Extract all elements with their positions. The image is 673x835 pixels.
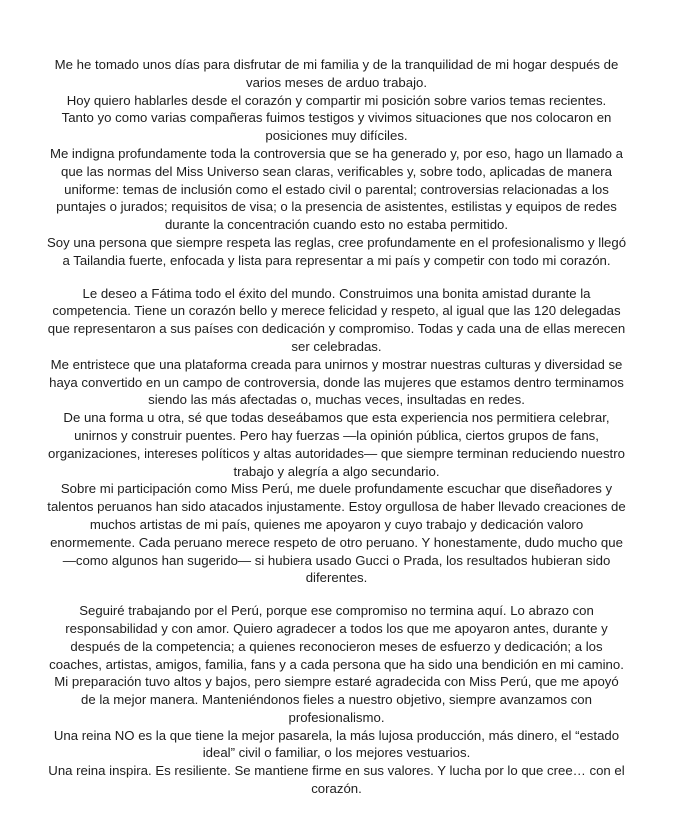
statement-paragraph: Soy una persona que siempre respeta las reglas, cree profundamente en el profesionalismo y llegó a Tailandia fuerte, enfocada y lista para representar a mi país y competir con todo mi corazón.: [46, 234, 627, 268]
statement-paragraph: Sobre mi participación como Miss Perú, me duele profundamente escuchar que diseñadores y talentos peruanos han sido atacados injustamente. Estoy orgullosa de haber llevado creaciones de muchos artistas de mi país, quienes me apoyaron y cuyo trabajo y dedicación valoro enormemente. Cada peruano merece respeto de otro peruano. Y honestamente, dudo mucho que —como algunos han sugerido— si hubiera usado Gucci o Prada, los resultados hubieran sido diferentes.: [47, 481, 626, 586]
statement-block-3: [47, 602, 627, 798]
statement-paragraph: Tanto yo como varias compañeras fuimos testigos y vivimos situaciones que nos colocaron en posiciones muy difíciles.: [61, 110, 612, 144]
statement-paragraph: Hoy quiero hablarles desde el corazón y compartir mi posición sobre varios temas recientes.: [66, 92, 607, 108]
statement-paragraph: Una reina NO es la que tiene la mejor pasarela, la más lujosa producción, más dinero, el “estado ideal” civil o familiar, o los mejores vestuarios.: [53, 727, 620, 761]
statement-block-1: [47, 56, 627, 270]
statement-paragraph: De una forma u otra, sé que todas deseábamos que esta experiencia nos permitiera celebrar, unirnos y construir puentes. Pero hay fuerzas —la opinión pública, ciertos grupos de fans, organizaciones, intereses políticos y altas autoridades— que siempre terminan reduciendo nuestro trabajo y alegría a algo secundario.: [48, 410, 625, 479]
statement-paragraph: Seguiré trabajando por el Perú, porque ese compromiso no termina aquí. Lo abrazo con responsabilidad y con amor. Quiero agradecer a todos los que me apoyaron antes, durante y después de la competencia; a quienes reconocieron meses de esfuerzo y dedicación; a los coaches, artistas, amigos, familia, fans y a cada persona que ha sido una bendición en mi camino.: [49, 603, 624, 672]
statement-paragraph: Me entristece que una plataforma creada para unirnos y mostrar nuestras culturas y diversidad se haya convertido en un campo de controversia, donde las mujeres que estamos dentro terminamos siendo las más afectadas o, muchas veces, insultadas en redes.: [49, 356, 624, 408]
statement-paragraph: Me he tomado unos días para disfrutar de mi familia y de la tranquilidad de mi hogar después de varios meses de arduo trabajo.: [54, 57, 619, 90]
statement-document: [47, 0, 627, 798]
statement-paragraph: Mi preparación tuvo altos y bajos, pero siempre estaré agradecida con Miss Perú, que me apoyó de la mejor manera. Manteniéndonos fieles a nuestro objetivo, siempre avanzamos con profesionalismo.: [54, 674, 619, 725]
statement-paragraph: Me indigna profundamente toda la controversia que se ha generado y, por eso, hago un llamado a que las normas del Miss Universo sean claras, verificables y, sobre todo, aplicadas de manera uniforme: temas de inclusión como el estado civil o parental; controversias relacionadas a los puntajes o jurados; requisitos de visa; o la presencia de asistentes, estilistas y equipos de redes durante la concentración cuando esto no estaba permitido.: [49, 145, 624, 233]
statement-paragraph: Le deseo a Fátima todo el éxito del mundo. Construimos una bonita amistad durante la competencia. Tiene un corazón bello y merece felicidad y respeto, al igual que las 120 delegadas que representaron a sus países con dedicación y compromiso. Todas y cada una de ellas merecen ser celebradas.: [47, 285, 626, 354]
statement-block-2: [47, 285, 627, 588]
statement-paragraph: Una reina inspira. Es resiliente. Se mantiene firme en sus valores. Y lucha por lo que cree… con el corazón.: [48, 763, 625, 797]
